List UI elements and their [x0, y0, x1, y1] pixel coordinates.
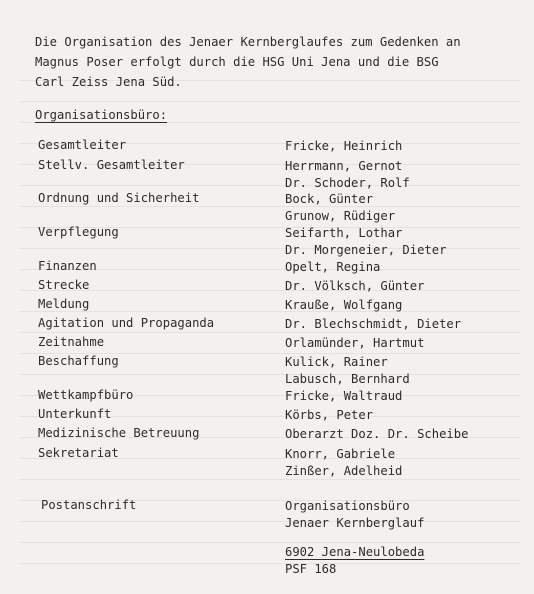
staff-names — [285, 297, 402, 314]
staff-names — [285, 388, 402, 405]
staff-name: Dr. Schoder, Rolf — [285, 176, 410, 190]
staff-name: Knorr, Gabriele — [285, 447, 396, 461]
role-label: Wettkampfbüro — [38, 388, 134, 402]
role-label: Agitation und Propaganda — [38, 316, 215, 330]
intro-paragraph — [35, 32, 515, 92]
staff-names — [285, 225, 446, 259]
staff-name: Orlamünder, Hartmut — [285, 336, 425, 350]
staff-names — [285, 354, 410, 388]
address-city: 6902 Jena-Neulobeda — [285, 545, 425, 559]
staff-name: Fricke, Heinrich — [285, 139, 403, 153]
staff-name: Dr. Blechschmidt, Dieter — [285, 317, 462, 331]
staff-name: Kulick, Rainer — [285, 355, 388, 369]
staff-name: Zinßer, Adelheid — [285, 464, 403, 478]
role-label: Sekretariat — [38, 446, 119, 460]
role-label: Meldung — [38, 297, 90, 311]
staff-name: Grunow, Rüdiger — [285, 209, 396, 223]
staff-name: Herrmann, Gernot — [285, 159, 403, 173]
staff-name: Labusch, Bernhard — [285, 372, 410, 386]
staff-name: Oberarzt Doz. Dr. Scheibe — [285, 427, 469, 441]
staff-names — [285, 259, 380, 276]
staff-names — [285, 158, 410, 192]
staff-names — [285, 426, 468, 443]
intro-line: Die Organisation des Jenaer Kernberglaufes zum Gedenken an — [35, 35, 461, 49]
staff-name: Körbs, Peter — [285, 408, 374, 422]
role-label: Stellv. Gesamtleiter — [38, 158, 185, 172]
role-label: Beschaffung — [38, 354, 119, 368]
staff-names — [285, 138, 402, 155]
intro-line: Magnus Poser erfolgt durch die HSG Uni Jena und die BSG — [35, 55, 439, 69]
staff-names — [285, 191, 395, 225]
staff-names — [285, 407, 373, 424]
role-label: Finanzen — [38, 259, 97, 273]
staff-names — [285, 316, 461, 333]
intro-line: Carl Zeiss Jena Süd. — [35, 75, 182, 89]
staff-name: Seifarth, Lothar — [285, 226, 403, 240]
staff-name: Bock, Günter — [285, 192, 374, 206]
staff-name: Krauße, Wolfgang — [285, 298, 403, 312]
role-label: Ordnung und Sicherheit — [38, 191, 200, 205]
role-label: Gesamtleiter — [38, 138, 127, 152]
staff-names — [285, 278, 424, 295]
staff-name: Opelt, Regina — [285, 260, 381, 274]
role-label: Medizinische Betreuung — [38, 426, 200, 440]
staff-name: Dr. Völksch, Günter — [285, 279, 425, 293]
staff-name: Fricke, Waltraud — [285, 389, 403, 403]
role-label: Zeitnahme — [38, 335, 105, 349]
role-label: Verpflegung — [38, 225, 119, 239]
section-heading: Organisationsbüro: — [35, 108, 168, 122]
postal-address-label: Postanschrift — [41, 498, 137, 512]
address-line: Organisationsbüro — [285, 499, 410, 513]
address-psf: PSF 168 — [285, 562, 337, 576]
role-label: Strecke — [38, 278, 90, 292]
address-line: Jenaer Kernberglauf — [285, 516, 425, 530]
staff-names — [285, 446, 402, 480]
postal-address — [285, 498, 424, 578]
staff-name: Dr. Morgeneier, Dieter — [285, 243, 447, 257]
staff-names — [285, 335, 424, 352]
role-label: Unterkunft — [38, 407, 112, 421]
